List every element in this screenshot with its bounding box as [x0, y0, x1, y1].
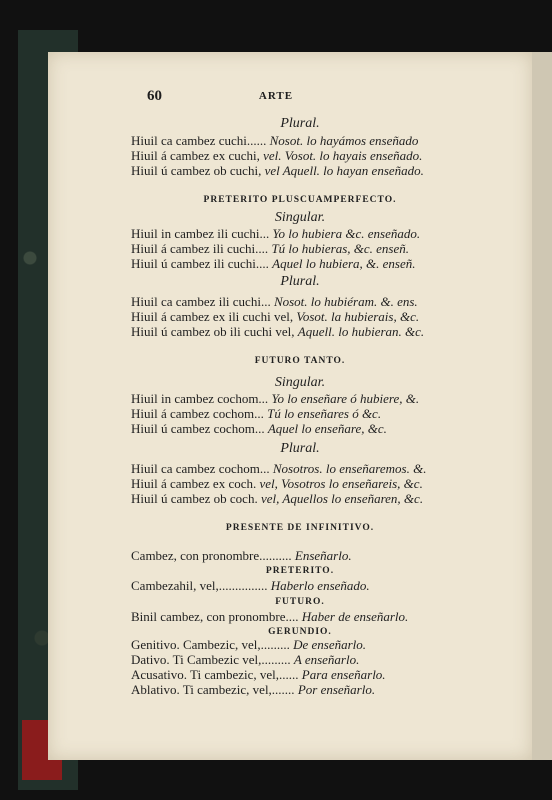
- text-line: Hiuil á cambez ili cuchi.... Tú lo hubieras, &c. enseñ.: [131, 241, 410, 256]
- text-line: Ablativo. Ti cambezic, vel,....... Por enseñarlo.: [131, 682, 376, 697]
- section-title-pluscuamperfecto: PRETERITO PLUSCUAMPERFECTO.: [203, 195, 397, 205]
- text-line: Hiuil ca cambez ili cuchi... Nosot. lo hubiéram. &. ens.: [131, 294, 418, 309]
- text-line: Hiuil ca cambez cochom... Nosotros. lo enseñaremos. &.: [131, 461, 427, 476]
- text-line: Hiuil in cambez ili cuchi... Yo lo hubiera &c. enseñado.: [131, 226, 421, 241]
- text-line: Hiuil in cambez cochom... Yo lo enseñare ó hubiere, &.: [131, 391, 420, 406]
- text-line: Hiuil ú cambez ili cuchi.... Aquel lo hubiera, &. enseñ.: [131, 256, 416, 271]
- page-header: [0, 88, 552, 110]
- page-number: 60: [147, 88, 162, 104]
- text-line: Dativo. Ti Cambezic vel,......... A enseñarlo.: [131, 652, 360, 667]
- subsection-futuro: FUTURO.: [275, 597, 325, 607]
- text-line: Hiuil ú cambez ob cuchi, vel Aquell. lo hayan enseñado.: [131, 163, 424, 178]
- text-line: Hiuil á cambez ex ili cuchi vel, Vosot. la hubierais, &c.: [131, 309, 420, 324]
- running-title: ARTE: [258, 90, 294, 102]
- text-line: Hiuil ú cambez ob coch. vel, Aquellos lo enseñaren, &c.: [131, 491, 424, 506]
- plural-heading: Plural.: [280, 116, 320, 131]
- singular-heading: Singular.: [274, 210, 326, 225]
- subsection-gerundio: GERUNDIO.: [268, 627, 332, 637]
- plural-heading: Plural.: [280, 441, 320, 456]
- text-line: Cambezahil, vel,............... Haberlo enseñado.: [131, 578, 370, 593]
- section-title-futuro: FUTURO TANTO.: [254, 356, 346, 366]
- text-line: Cambez, con pronombre.......... Enseñarlo.: [131, 548, 352, 563]
- text-line: Binil cambez, con pronombre.... Haber de enseñarlo.: [131, 609, 409, 624]
- text-line: Hiuil á cambez ex coch. vel, Vosotros lo enseñareis, &c.: [131, 476, 423, 491]
- text-line: Hiuil ú cambez cochom... Aquel lo enseñare, &c.: [131, 421, 387, 436]
- singular-heading: Singular.: [274, 375, 326, 390]
- plural-heading: Plural.: [280, 274, 320, 289]
- text-line: Genitivo. Cambezic, vel,......... De enseñarlo.: [131, 637, 367, 652]
- section-title-infinitivo: PRESENTE DE INFINITIVO.: [225, 523, 375, 533]
- text-line: Hiuil ú cambez ob ili cuchi vel, Aquell. lo hubieran. &c.: [131, 324, 425, 339]
- text-line: Acusativo. Ti cambezic, vel,...... Para enseñarlo.: [131, 667, 386, 682]
- text-line: Hiuil á cambez ex cuchi, vel. Vosot. lo hayais enseñado.: [131, 148, 423, 163]
- text-line: Hiuil ca cambez cuchi...... Nosot. lo hayámos enseñado: [131, 133, 419, 148]
- subsection-preterito: PRETERITO.: [265, 566, 335, 576]
- facing-page-edge: [532, 52, 552, 760]
- text-line: Hiuil á cambez cochom... Tú lo enseñares ó &c.: [131, 406, 382, 421]
